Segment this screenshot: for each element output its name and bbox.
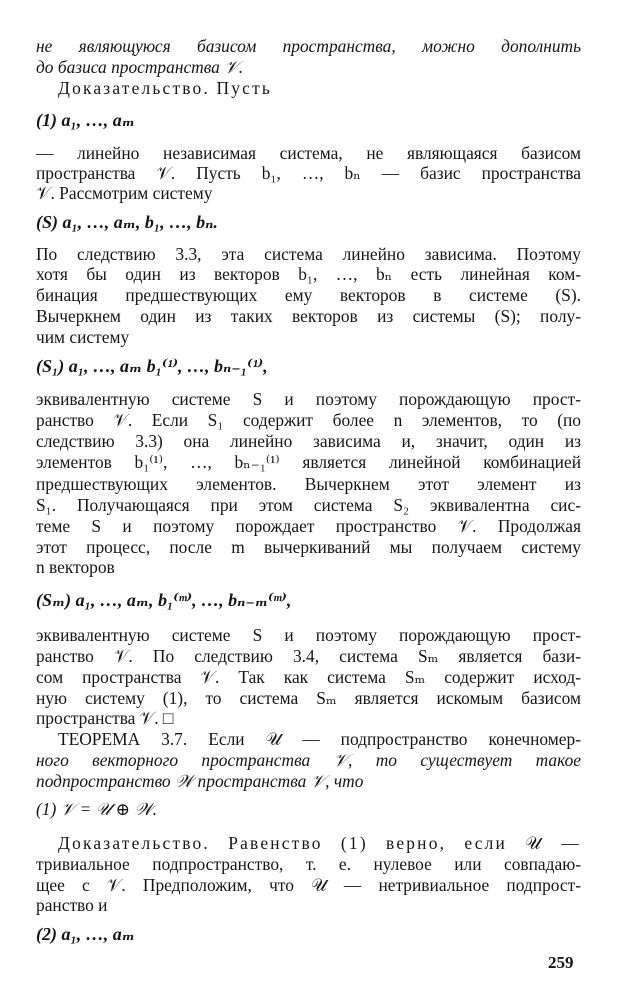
formula-s: (S) a₁, …, aₘ, b₁, …, bₙ. (36, 212, 218, 232)
text-line-11: бинация предшествующих ему векторов в системе (S). (36, 285, 581, 305)
text-line-27: сом пространства 𝒱. Так как система Sₘ содержит исход- (36, 667, 581, 687)
text-line-5: — линейно независимая система, не являющаяся базисом (36, 143, 581, 163)
text-line-15: эквивалентную системе S и поэтому порождающую прост- (36, 389, 581, 409)
text-line-29: пространства 𝒱. □ (36, 708, 174, 728)
text-line-20: S₁. Получающаяся при этом система S₂ эквивалентна сис- (36, 495, 581, 515)
text-line-28: ную систему (1), то система Sₘ является искомым базисом (36, 688, 581, 708)
text-line-16: ранство 𝒱. Если S₁ содержит более n элементов, то (по (36, 410, 581, 430)
formula-direct-sum: (1) 𝒱 = 𝒰 ⊕ 𝒲. (36, 799, 158, 819)
text-line-22: этот процесс, после m вычеркиваний мы получаем систему (36, 537, 581, 557)
page-number: 259 (548, 953, 574, 972)
proof-heading-2: Доказательство. Равенство (1) верно, если 𝒰 — (58, 833, 581, 853)
text-line-17: следствию 3.3) она линейно зависима и, значит, один из (36, 431, 581, 451)
text-line-31: ного векторного пространства 𝒱, то существует такое (36, 750, 581, 770)
text-line-36: щее с 𝒱. Предположим, что 𝒰 — нетривиальное подпрост- (36, 875, 581, 895)
text-line-9: По следствию 3.3, эта система линейно зависима. Поэтому (36, 244, 581, 264)
formula-1: (1) a₁, …, aₘ (36, 110, 135, 130)
formula-2: (2) a₁, …, aₘ (36, 924, 135, 944)
text-line-13: чим систему (36, 327, 130, 347)
text-line-7: 𝒱. Рассмотрим систему (36, 183, 213, 203)
proof-heading: Доказательство. Пусть (58, 78, 273, 98)
text-line-37: ранство и (36, 895, 108, 915)
formula-s1: (S₁) a₁, …, aₘ b₁⁽¹⁾, …, bₙ₋₁⁽¹⁾, (36, 356, 268, 376)
text-line-25: эквивалентную системе S и поэтому порождающую прост- (36, 625, 581, 645)
formula-sm: (Sₘ) a₁, …, aₘ, b₁⁽ᵐ⁾, …, bₙ₋ₘ⁽ᵐ⁾, (36, 590, 292, 610)
text-line-2: до базиса пространства 𝒱. (36, 57, 244, 77)
text-line-6: пространства 𝒱. Пусть b₁, …, bₙ — базис пространства (36, 163, 581, 183)
text-line-32: подпространство 𝒲 пространства 𝒱, что (36, 771, 364, 791)
text-line-10: хотя бы один из векторов b₁, …, bₙ есть линейная ком- (36, 264, 581, 284)
text-line-18: элементов b₁⁽¹⁾, …, bₙ₋₁⁽¹⁾ является линейной комбинацией (36, 452, 581, 472)
text-line-19: предшествующих элементов. Вычеркнем этот элемент из (36, 474, 581, 494)
text-line-35: тривиальное подпространство, т. е. нулевое или совпадаю- (36, 854, 581, 874)
text-line-21: теме S и поэтому порождает пространство 𝒱. Продолжая (36, 516, 581, 536)
text-line-23: n векторов (36, 557, 115, 577)
text-line-12: Вычеркнем один из таких векторов из системы (S); полу- (36, 306, 581, 326)
text-line-1: не являющуюся базисом пространства, можно дополнить (36, 36, 581, 56)
theorem-heading: ТЕОРЕМА 3.7. Если 𝒰 — подпространство конечномер- (58, 729, 581, 749)
text-line-26: ранство 𝒱. По следствию 3.4, система Sₘ является бази- (36, 646, 581, 666)
